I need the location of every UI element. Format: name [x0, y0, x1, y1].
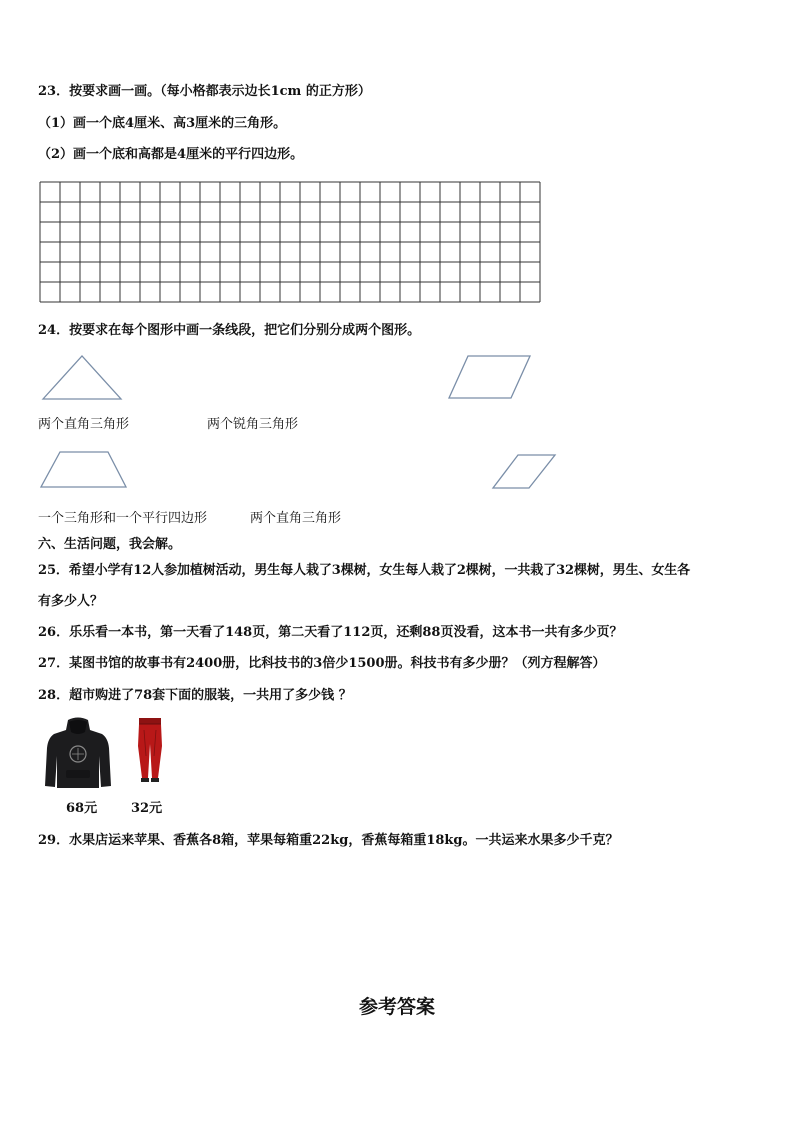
triangle-shape[interactable] [40, 353, 126, 403]
q24-title: 24．按要求在每个图形中画一条线段，把它们分别分成两个图形。 [38, 323, 421, 338]
label-triangle-and-parallelogram: 一个三角形和一个平行四边形 [38, 511, 208, 526]
hoodie-image [44, 716, 112, 790]
parallelogram-shape-top[interactable] [446, 353, 534, 401]
parallelogram-shape-bottom[interactable] [490, 452, 558, 492]
section-6-heading: 六、生活问题，我会解。 [38, 537, 182, 552]
grid-paper[interactable] [39, 181, 541, 303]
pants-image [130, 716, 170, 784]
q29-text: 29．水果店运来苹果、香蕉各8箱，苹果每箱重22kg，香蕉每箱重18kg。一共运来水果多少千克？ [38, 833, 619, 848]
q23-part2: （2）画一个底和高都是4厘米的平行四边形。 [38, 147, 304, 162]
q23-title: 23．按要求画一画。（每小格都表示边长1cm 的正方形） [38, 84, 371, 99]
trapezoid-shape[interactable] [38, 449, 130, 491]
label-two-acute-triangles: 两个锐角三角形 [207, 417, 299, 432]
pants-price: 32元 [131, 801, 163, 816]
hoodie-price: 68元 [66, 801, 98, 816]
q25-line2: 有多少人？ [38, 594, 104, 609]
q28-title: 28．超市购进了78套下面的服装，一共用了多少钱 ？ [38, 688, 352, 703]
q23-part1: （1）画一个底4厘米、高3厘米的三角形。 [38, 116, 287, 131]
q25-line1: 25．希望小学有12人参加植树活动，男生每人栽了3棵树，女生每人栽了2棵树，一共栽了32棵树，男生、女生各 [38, 563, 691, 578]
q26-text: 26．乐乐看一本书，第一天看了148页，第二天看了112页，还剩88页没看，这本书一共有多少页？ [38, 625, 623, 640]
answer-heading: 参考答案 [358, 996, 435, 1018]
label-two-right-triangles-1: 两个直角三角形 [38, 417, 130, 432]
q27-text: 27．某图书馆的故事书有2400册，比科技书的3倍少1500册。科技书有多少册？（列方程解答） [38, 656, 606, 671]
label-two-right-triangles-2: 两个直角三角形 [250, 511, 342, 526]
